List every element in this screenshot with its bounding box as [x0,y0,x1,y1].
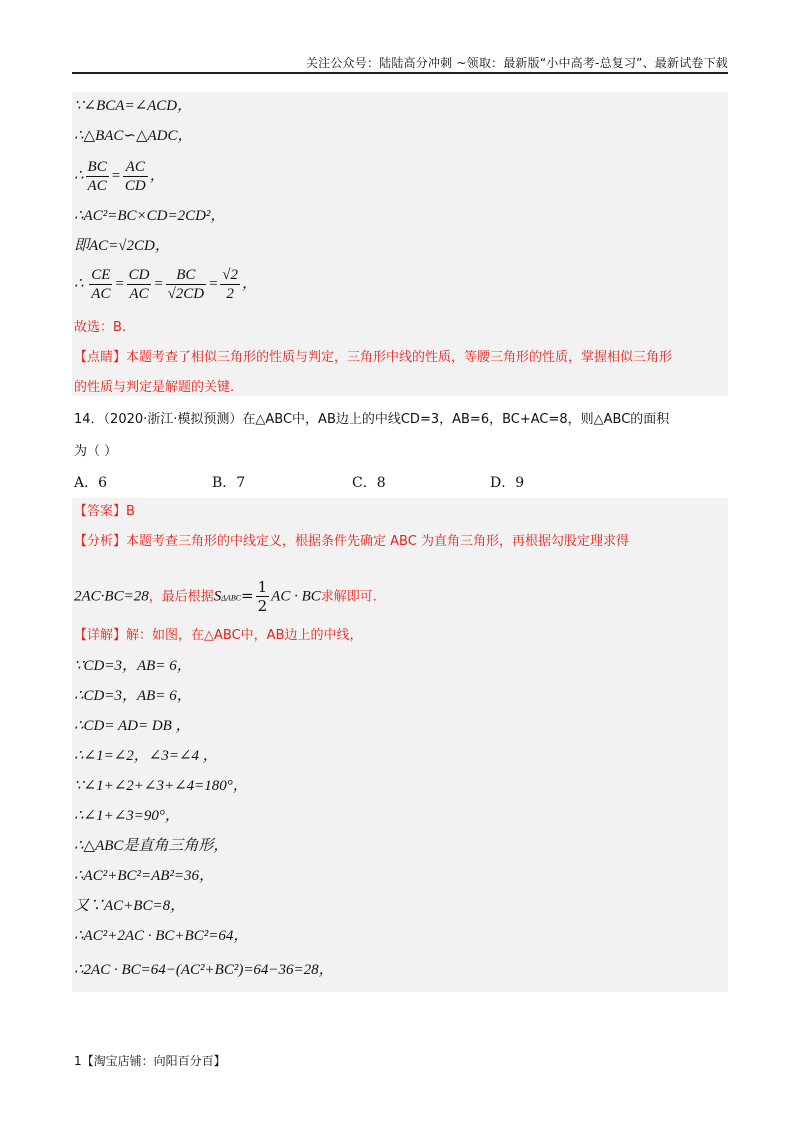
solution-line-6: ∴ $\frac{CE}{AC}$ = $\frac{CD}{AC}$ = $\frac{BC}{√2CD}$ = $\frac{√2}{2}$ ， [74,267,258,302]
step-line: ∵∠1+∠2+∠3+∠4=180°， [74,778,248,794]
detail-tag: 【详解】 [74,628,127,643]
fraction-numerator: CE [91,267,111,283]
answer-line [74,502,135,522]
fraction-numerator: CD [128,267,150,283]
analysis-line-2 [74,578,377,615]
page-footer: 1【淘宝店铺：向阳百分百】 [74,1054,226,1068]
equals-sign: = [241,586,254,605]
comma: ， [149,167,165,184]
detail-text: 解：如图，在△ABC中，AB边上的中线， [126,628,363,643]
question-stem-1: 14．（2020·浙江·模拟预测）在△ABC中，AB边上的中线CD=3，AB=6，BC+AC=8，则△ABC的面积 [74,412,670,427]
fraction-denominator: 2 [226,286,234,302]
fraction-numerator: AC [123,158,148,177]
analysis-formula: 2AC·BC=28 [74,588,149,605]
comment-line-1 [74,348,672,368]
step-line: ∴△ABC是直角三角形， [74,838,229,854]
solution-14-box [72,498,728,992]
fraction-denominator: AC [129,286,149,302]
detail-line [74,626,363,646]
fraction [220,266,240,303]
step-line: 又∵AC+BC=8， [74,898,186,914]
answer-value: B [126,504,135,519]
solution-line-4: ∴AC²=BC×CD=2CD²， [74,208,226,224]
solution-line-1: ∵∠BCA=∠ACD， [74,98,193,114]
area-symbol: S [213,588,222,605]
fraction-denominator: AC [87,178,107,194]
question-stem-2: 为（ ） [74,444,118,459]
analysis-formula: AC · BC [271,588,321,605]
solution-line-5: 即AC=√2CD， [74,238,170,254]
fraction-denominator: CD [124,178,146,194]
fraction-numerator: BC [87,159,107,175]
solution-line-2: ∴△BAC∽△ADC， [74,128,193,144]
fraction-denominator: √2CD [167,286,205,302]
therefore-symbol: ∴ [74,167,84,184]
solution-line-3: ∴ $\frac{BC}{AC}$ = $\frac{AC}{CD}$ ， [74,159,165,194]
option-d: D．9 [490,475,525,491]
analysis-text: 求解即可. [320,589,377,605]
analysis-tag: 【分析】 [74,534,127,549]
header-rule [72,72,728,74]
fraction [86,158,109,195]
step-line: ∴2AC · BC=64−(AC²+BC²)=64−36=28， [74,962,334,978]
option-a: A．6 [74,475,108,491]
comment-line-2: 的性质与判定是解题的关键. [74,380,235,395]
step-line: ∴∠1+∠3=90°， [74,808,180,824]
comment-text: 本题考查了相似三角形的性质与判定，三角形中线的性质，等腰三角形的性质，掌握相似三角形 [126,350,673,365]
analysis-text: ，最后根据 [148,589,214,605]
step-line: ∴∠1=∠2，∠3=∠4 ， [74,748,218,764]
fraction-numerator: √2 [222,267,238,283]
fraction-denominator: 2 [257,597,268,615]
option-c: C．8 [352,475,386,491]
area-subscript: ΔABC [221,593,242,603]
fraction [166,266,207,303]
choice-line: 故选：B. [74,320,127,335]
therefore-symbol: ∴ [74,275,84,292]
fraction-denominator: AC [91,286,111,302]
page-header: 关注公众号：陆陆高分冲刺 ~领取：最新版“小中高考-总复习”、最新试卷下载 [305,56,728,70]
step-line: ∴AC²+BC²=AB²=36， [74,868,215,884]
step-line: ∵CD=3，AB= 6， [74,658,192,674]
fraction [127,266,152,303]
fraction [123,158,148,195]
step-line: ∴AC²+2AC · BC+BC²=64， [74,928,249,944]
analysis-text: 本题考查三角形的中线定义，根据条件先确定 ABC 为直角三角形，再根据勾股定理求得 [126,534,629,549]
step-line: ∴CD= AD= DB ， [74,718,191,734]
answer-tag: 【答案】 [74,504,127,519]
analysis-line-1 [74,532,629,552]
comma: ， [242,275,258,292]
comment-tag: 【点睛】 [74,350,127,365]
step-line: ∴CD=3，AB= 6， [74,688,192,704]
fraction [89,266,112,303]
fraction [256,578,270,615]
fraction-numerator: 1 [257,578,268,596]
fraction-numerator: BC [166,266,207,285]
option-b: B．7 [212,475,246,491]
